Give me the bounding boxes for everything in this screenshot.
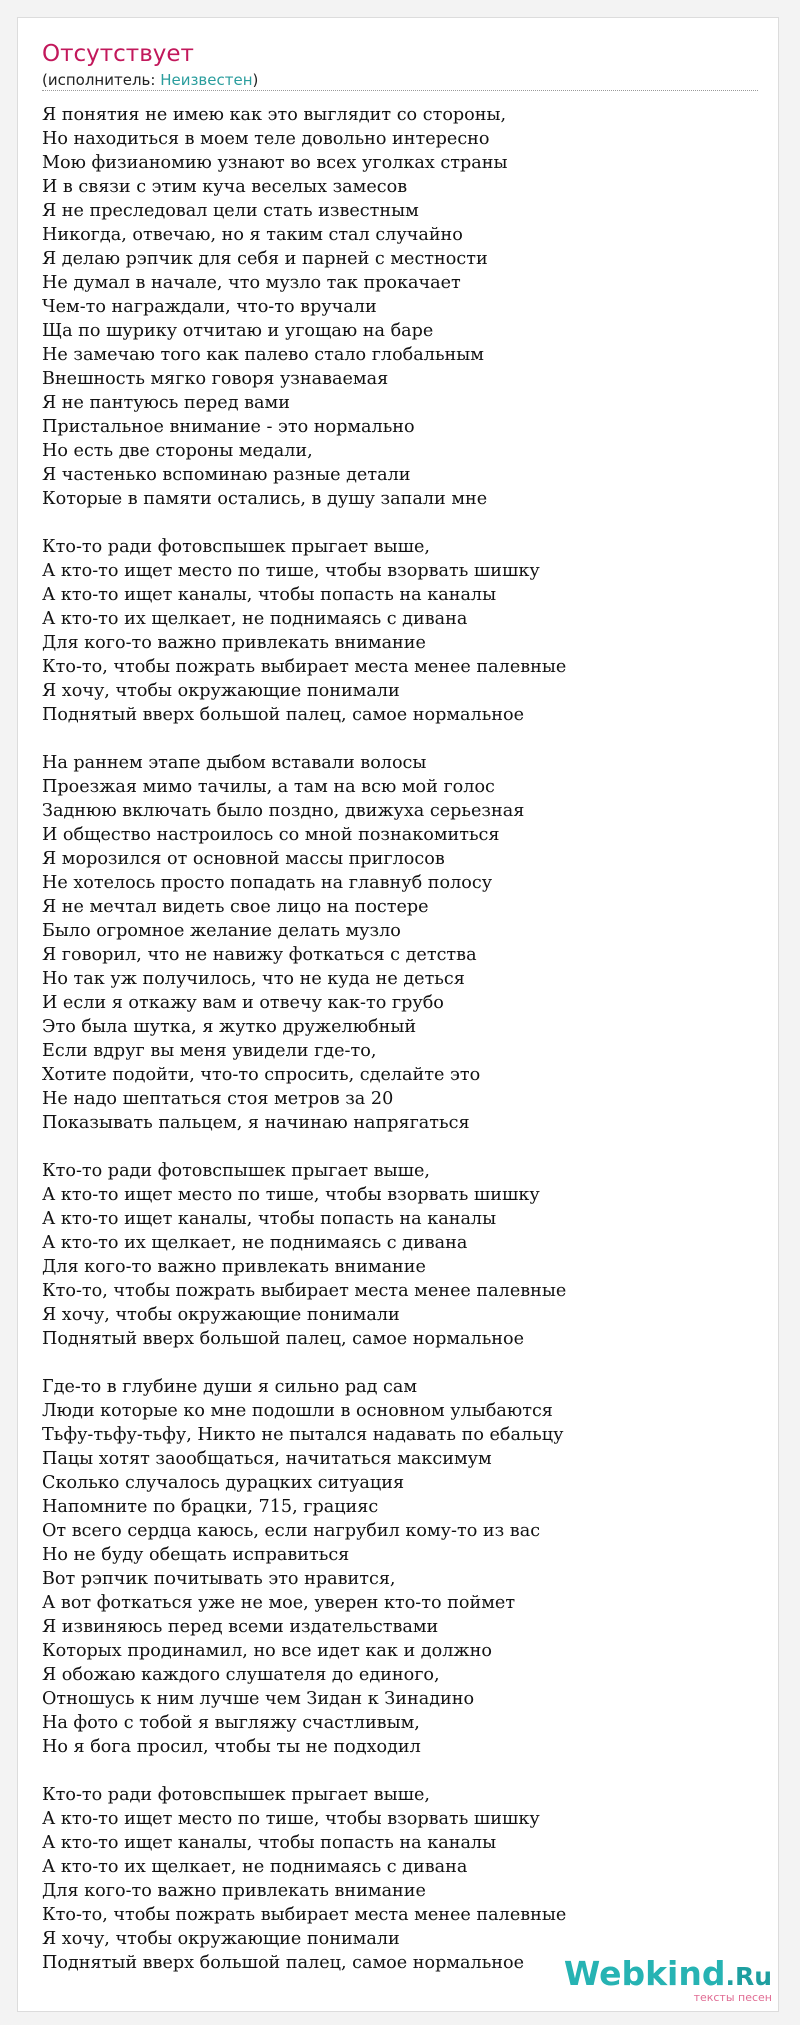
lyric-line: А кто-то ищет каналы, чтобы попасть на каналы bbox=[42, 1833, 497, 1853]
lyric-line: Но я бога просил, чтобы ты не подходил bbox=[42, 1737, 421, 1757]
logo-tagline: тексты песен bbox=[693, 1991, 772, 2004]
stanza bbox=[42, 1375, 762, 1759]
lyrics-text bbox=[42, 103, 762, 1999]
lyric-line: Сколько случалось дурацких ситуация bbox=[42, 1473, 405, 1493]
lyric-line: Я извиняюсь перед всеми издательствами bbox=[42, 1617, 439, 1637]
performer-line bbox=[42, 70, 258, 90]
lyric-line: И если я откажу вам и отвечу как-то грубо bbox=[42, 993, 444, 1013]
lyric-line: Я не мечтал видеть свое лицо на постере bbox=[42, 897, 429, 917]
lyric-line: А кто-то их щелкает, не поднимаясь с дивана bbox=[42, 1233, 468, 1253]
lyric-line: Где-то в глубине души я сильно рад сам bbox=[42, 1377, 418, 1397]
performer-suffix: ) bbox=[252, 71, 259, 89]
lyric-line: Которых продинамил, но все идет как и должно bbox=[42, 1641, 492, 1661]
lyric-line: Я понятия не имею как это выглядит со стороны, bbox=[42, 105, 507, 125]
lyric-line: Было огромное желание делать музло bbox=[42, 921, 401, 941]
stanza bbox=[42, 535, 762, 727]
lyric-line: Вот рэпчик почитывать это нравится, bbox=[42, 1569, 396, 1589]
lyric-line: А кто-то ищет каналы, чтобы попасть на каналы bbox=[42, 1209, 497, 1229]
lyric-line: Внешность мягко говоря узнаваемая bbox=[42, 369, 389, 389]
lyric-line: Я делаю рэпчик для себя и парней с местности bbox=[42, 249, 488, 269]
lyric-line: А кто-то ищет каналы, чтобы попасть на каналы bbox=[42, 585, 497, 605]
performer-link[interactable]: Неизвестен bbox=[160, 71, 253, 89]
logo-wordmark bbox=[564, 1955, 772, 1996]
logo-tld: .Ru bbox=[725, 1962, 772, 1991]
lyric-line: Которые в памяти остались, в душу запали мне bbox=[42, 489, 488, 509]
lyric-line: На фото с тобой я выгляжу счастливым, bbox=[42, 1713, 420, 1733]
lyric-line: А кто-то ищет место по тише, чтобы взорвать шишку bbox=[42, 1809, 540, 1829]
lyric-line: Кто-то, чтобы пожрать выбирает места менее палевные bbox=[42, 657, 567, 677]
lyric-line: Я хочу, чтобы окружающие понимали bbox=[42, 681, 400, 701]
lyric-line: Не хотелось просто попадать на главнуб полосу bbox=[42, 873, 493, 893]
lyric-line: Люди которые ко мне подошли в основном улыбаются bbox=[42, 1401, 553, 1421]
lyric-line: Кто-то, чтобы пожрать выбирает места менее палевные bbox=[42, 1905, 567, 1925]
lyric-line: Мою физианомию узнают во всех уголках страны bbox=[42, 153, 508, 173]
lyric-line: И общество настроилось со мной познакомиться bbox=[42, 825, 500, 845]
lyric-line: Для кого-то важно привлекать внимание bbox=[42, 633, 426, 653]
lyric-line: Поднятый вверх большой палец, самое нормальное bbox=[42, 1329, 525, 1349]
lyric-line: Для кого-то важно привлекать внимание bbox=[42, 1881, 426, 1901]
lyric-line: И в связи с этим куча веселых замесов bbox=[42, 177, 408, 197]
lyric-line: Кто-то ради фотовспышек прыгает выше, bbox=[42, 537, 430, 557]
lyric-line: Я хочу, чтобы окружающие понимали bbox=[42, 1305, 400, 1325]
lyric-line: А кто-то ищет место по тише, чтобы взорвать шишку bbox=[42, 561, 540, 581]
site-logo[interactable] bbox=[563, 1954, 778, 2007]
lyric-line: Поднятый вверх большой палец, самое нормальное bbox=[42, 1953, 525, 1973]
lyric-line: А кто-то их щелкает, не поднимаясь с дивана bbox=[42, 1857, 468, 1877]
lyric-line: Тьфу-тьфу-тьфу, Никто не пытался надавать по ебальцу bbox=[42, 1425, 564, 1445]
performer-prefix: (исполнитель: bbox=[42, 71, 161, 89]
lyric-line: Для кого-то важно привлекать внимание bbox=[42, 1257, 426, 1277]
lyric-line: Проезжая мимо тачилы, а там на всю мой голос bbox=[42, 777, 495, 797]
lyric-line: Я не преследовал цели стать известным bbox=[42, 201, 419, 221]
logo-main-text: Webkind bbox=[563, 1954, 726, 1993]
lyric-line: Отношусь к ним лучше чем Зидан к Зинадино bbox=[42, 1689, 475, 1709]
lyric-line: Но не буду обещать исправиться bbox=[42, 1545, 350, 1565]
lyric-line: Пацы хотят заообщаться, начитаться максимум bbox=[42, 1449, 492, 1469]
lyric-line: Поднятый вверх большой палец, самое нормальное bbox=[42, 705, 525, 725]
song-title: Отсутствует bbox=[42, 41, 194, 67]
lyric-line: Если вдруг вы меня увидели где-то, bbox=[42, 1041, 377, 1061]
lyric-line: А кто-то их щелкает, не поднимаясь с дивана bbox=[42, 609, 468, 629]
stanza bbox=[42, 1783, 762, 1975]
lyric-line: Я морозился от основной массы приглосов bbox=[42, 849, 445, 869]
lyric-line: Не думал в начале, что музло так прокачает bbox=[42, 273, 461, 293]
stanza bbox=[42, 1159, 762, 1351]
lyric-line: Пристальное внимание - это нормально bbox=[42, 417, 415, 437]
lyric-line: Напомните по брацки, 715, грацияс bbox=[42, 1497, 379, 1517]
lyric-line: Это была шутка, я жутко дружелюбный bbox=[42, 1017, 417, 1037]
lyric-line: Но находиться в моем теле довольно интересно bbox=[42, 129, 490, 149]
lyric-line: Никогда, отвечаю, но я таким стал случайно bbox=[42, 225, 463, 245]
lyric-line: Заднюю включать было поздно, движуха серьезная bbox=[42, 801, 525, 821]
stanza bbox=[42, 103, 762, 511]
lyric-line: От всего сердца каюсь, если нагрубил кому-то из вас bbox=[42, 1521, 541, 1541]
lyric-line: Я частенько вспоминаю разные детали bbox=[42, 465, 411, 485]
lyric-line: Я говорил, что не навижу фоткаться с детства bbox=[42, 945, 477, 965]
stanza bbox=[42, 751, 762, 1135]
lyric-line: Кто-то, чтобы пожрать выбирает места менее палевные bbox=[42, 1281, 567, 1301]
lyric-line: Ща по шурику отчитаю и угощаю на баре bbox=[42, 321, 434, 341]
lyric-line: Я хочу, чтобы окружающие понимали bbox=[42, 1929, 400, 1949]
lyric-line: Я не пантуюсь перед вами bbox=[42, 393, 290, 413]
lyric-line: А кто-то ищет место по тише, чтобы взорвать шишку bbox=[42, 1185, 540, 1205]
lyric-line: Не надо шептаться стоя метров за 20 bbox=[42, 1089, 394, 1109]
lyric-line: Хотите подойти, что-то спросить, сделайте это bbox=[42, 1065, 481, 1085]
lyric-line: Не замечаю того как палево стало глобальным bbox=[42, 345, 484, 365]
lyric-line: Чем-то награждали, что-то вручали bbox=[42, 297, 377, 317]
lyric-line: Я обожаю каждого слушателя до единого, bbox=[42, 1665, 440, 1685]
lyric-line: Кто-то ради фотовспышек прыгает выше, bbox=[42, 1161, 430, 1181]
lyric-line: Но есть две стороны медали, bbox=[42, 441, 313, 461]
lyric-line: Но так уж получилось, что не куда не деться bbox=[42, 969, 465, 989]
lyric-line: На раннем этапе дыбом вставали волосы bbox=[42, 753, 427, 773]
lyric-line: А вот фоткаться уже не мое, уверен кто-то поймет bbox=[42, 1593, 516, 1613]
lyric-line: Кто-то ради фотовспышек прыгает выше, bbox=[42, 1785, 430, 1805]
dotted-divider bbox=[42, 90, 758, 91]
lyric-line: Показывать пальцем, я начинаю напрягаться bbox=[42, 1113, 470, 1133]
